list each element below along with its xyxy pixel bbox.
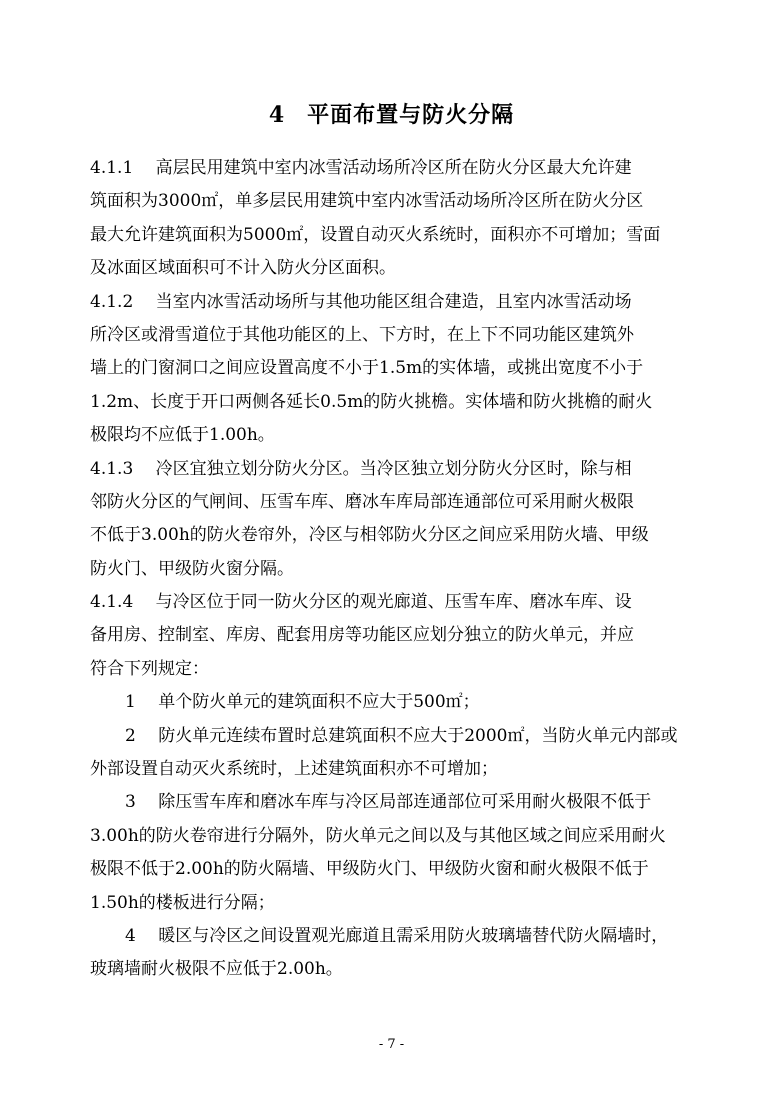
chapter-number: 4: [268, 102, 286, 128]
text-line: 所冷区或滑雪道位于其他功能区的上、下方时，在上下不同功能区建筑外: [90, 324, 634, 345]
text-line: 4.1.4 与冷区位于同一防火分区的观光廊道、压雪车库、磨冰车库、设: [90, 592, 632, 613]
text-line: 4 暖区与冷区之间设置观光廊道且需采用防火玻璃墙替代防火隔墙时，: [125, 925, 669, 946]
text-line: 4.1.2 当室内冰雪活动场所与其他功能区组合建造，且室内冰雪活动场: [90, 291, 632, 312]
text-line: 1.2m、长度于开口两侧各延长0.5m的防火挑檐。实体墙和防火挑檐的耐火: [90, 391, 653, 412]
body-text: [90, 152, 694, 987]
text-line: 不低于3.00h的防火卷帘外，冷区与相邻防火分区之间应采用防火墙、甲级: [90, 525, 649, 546]
text-line: 4.1.1 高层民用建筑中室内冰雪活动场所冷区所在防火分区最大允许建: [90, 158, 632, 178]
text-line: 最大允许建筑面积为5000㎡，设置自动灭火系统时，面积亦不可增加；雪面: [90, 224, 661, 245]
chapter-title: 平面布置与防火分隔: [307, 102, 515, 128]
text-line: 3.00h的防火卷帘进行分隔外，防火单元之间以及与其他区域之间应采用耐火: [90, 825, 666, 846]
text-line: 备用房、控制室、库房、配套用房等功能区应划分独立的防火单元，并应: [90, 625, 634, 646]
text-line: 外部设置自动灭火系统时，上述建筑面积亦不可增加；: [90, 759, 498, 780]
text-line: 极限不低于2.00h的防火隔墙、甲级防火门、甲级防火窗和耐火极限不低于: [90, 859, 649, 880]
text-line: 筑面积为3000㎡，单多层民用建筑中室内冰雪活动场所冷区所在防火分区: [90, 191, 644, 212]
text-line: 及冰面区域面积可不计入防火分区面积。: [90, 258, 396, 279]
text-line: 极限均不应低于1.00h。: [90, 425, 275, 446]
text-line: 符合下列规定：: [90, 658, 209, 679]
text-line: 2 防火单元连续布置时总建筑面积不应大于2000㎡，当防火单元内部或: [125, 725, 678, 746]
page-number: - 7 -: [378, 1037, 405, 1052]
text-line: 邻防火分区的气闸间、压雪车库、磨冰车库局部连通部位可采用耐火极限: [90, 491, 634, 512]
chapter-heading: [0, 98, 783, 129]
text-line: 1.50h的楼板进行分隔；: [90, 892, 275, 913]
text-line: 墙上的门窗洞口之间应设置高度不小于1.5m的实体墙，或挑出宽度不小于: [90, 358, 644, 379]
text-line: 3 除压雪车库和磨冰车库与冷区局部连通部位可采用耐火极限不低于: [125, 792, 652, 813]
text-line: 玻璃墙耐火极限不应低于2.00h。: [90, 959, 343, 980]
text-line: 1 单个防火单元的建筑面积不应大于500㎡；: [125, 692, 480, 713]
text-line: 4.1.3 冷区宜独立划分防火分区。当冷区独立划分防火分区时，除与相: [90, 458, 632, 479]
text-line: 防火门、甲级防火窗分隔。: [90, 558, 294, 579]
